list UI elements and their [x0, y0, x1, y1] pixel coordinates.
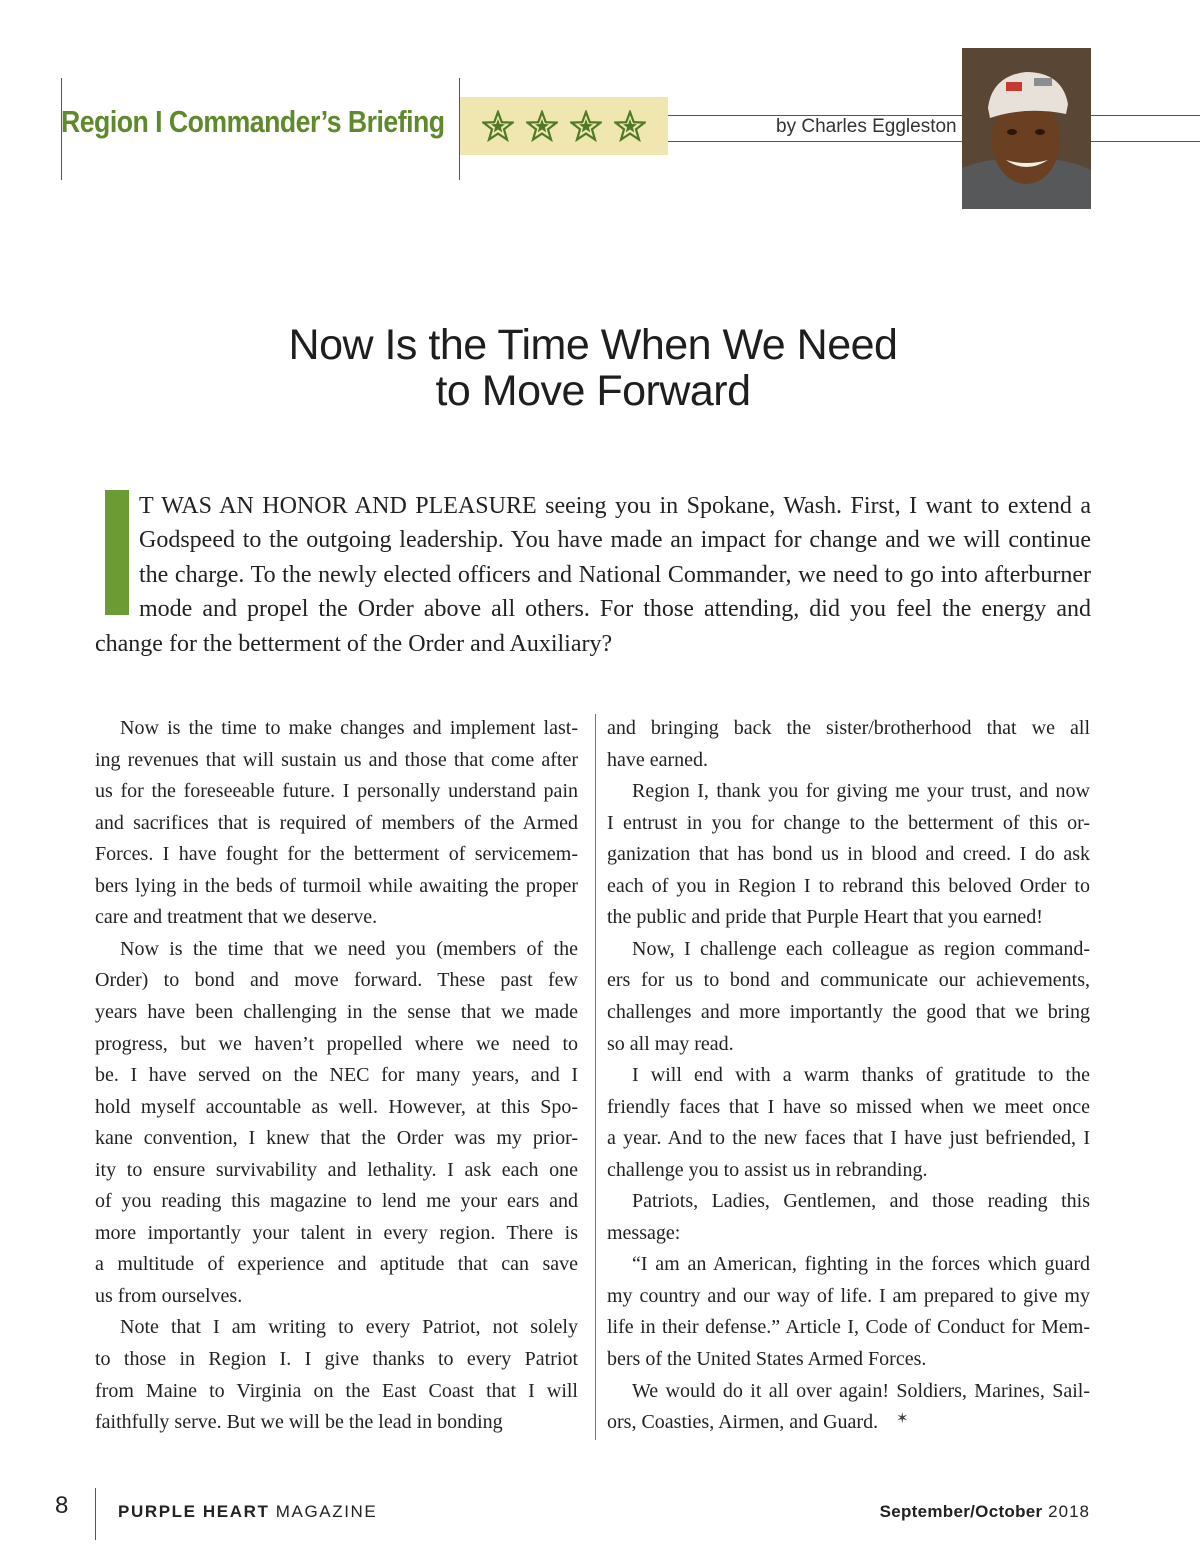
- body-text-line: life in their defense.” Article I, Code of Conduct for Mem-: [607, 1316, 1090, 1339]
- page-number: 8: [55, 1492, 69, 1519]
- body-text-line: be. I have served on the NEC for many years, and I: [95, 1064, 578, 1087]
- body-text-line: We would do it all over again! Soldiers, Marines, Sail-: [632, 1379, 1090, 1402]
- body-text-line: progress, but we haven’t propelled where we need to: [95, 1032, 578, 1055]
- body-text-line: a multitude of experience and aptitude that can save: [95, 1253, 578, 1276]
- body-text-line: Now is the time that we need you (members of the: [120, 937, 578, 960]
- headline-line-2: to Move Forward: [435, 367, 751, 415]
- issue-month: September/October: [879, 1502, 1043, 1521]
- body-text-line: Region I, thank you for giving me your trust, and now: [632, 780, 1090, 803]
- body-text-line: Forces. I have fought for the betterment of servicemem-: [95, 843, 578, 866]
- body-text-line: us for the foreseeable future. I personally understand pain: [95, 780, 578, 803]
- body-text-line: kane convention, I knew that the Order was my prior-: [95, 1127, 578, 1150]
- body-text-line: the public and pride that Purple Heart that you earned!: [607, 906, 1043, 929]
- star-icon: [526, 110, 558, 142]
- body-text-line: ors, Coasties, Airmen, and Guard.: [607, 1411, 879, 1434]
- body-text-line: Patriots, Ladies, Gentlemen, and those reading this: [632, 1190, 1090, 1213]
- body-text-line: years have been challenging in the sense that we made: [95, 1000, 578, 1023]
- byline: by Charles Eggleston: [776, 116, 957, 137]
- body-text-line: of you reading this magazine to lend me your ears and: [95, 1190, 578, 1213]
- article-headline: [150, 322, 1036, 414]
- magazine-name: [118, 1502, 377, 1522]
- body-text-line: each of you in Region I to rebrand this beloved Order to: [607, 874, 1090, 897]
- body-text-line: challenge you to assist us in rebranding.: [607, 1158, 928, 1181]
- body-text-line: friendly faces that I have so missed when we meet once: [607, 1095, 1090, 1118]
- body-text-line: care and treatment that we deserve.: [95, 906, 378, 929]
- drop-cap-bar: [105, 490, 129, 615]
- header-line-right: [1091, 115, 1200, 116]
- body-text-line: “I am an American, fighting in the forces which guard: [632, 1253, 1090, 1276]
- body-text-line: us from ourselves.: [95, 1284, 243, 1307]
- body-text-line: ing revenues that will sustain us and those that come after: [95, 748, 578, 771]
- header-line-right-bottom: [1091, 141, 1200, 142]
- body-text-line: ers for us to bond and communicate our achievements,: [607, 969, 1090, 992]
- body-text-line: ganization that has bond us in blood and creed. I do ask: [607, 843, 1090, 866]
- body-text-line: a year. And to the new faces that I have just befriended, I: [607, 1127, 1090, 1150]
- body-text-line: bers of the United States Armed Forces.: [607, 1348, 927, 1370]
- intro-line: the charge. To the newly elected officers and National Commander, we need to go into afterburner: [139, 562, 1091, 588]
- body-text-line: so all may read.: [607, 1032, 734, 1055]
- body-text-line: message:: [607, 1221, 681, 1244]
- issue-date: [880, 1502, 1090, 1522]
- body-text-line: hold myself accountable as well. However, at this Spo-: [95, 1095, 578, 1118]
- body-text-line: have earned.: [607, 748, 709, 771]
- body-text-line: Now is the time to make changes and implement last-: [120, 717, 578, 739]
- body-text-line: more importantly your talent in every region. There is: [95, 1221, 578, 1244]
- intro-line: change for the betterment of the Order and Auxiliary?: [95, 631, 613, 657]
- body-text-line: faithfully serve. But we will be the lead in bonding: [95, 1411, 503, 1434]
- body-text-line: from Maine to Virginia on the East Coast that I will: [95, 1379, 578, 1402]
- star-icon: [570, 110, 602, 142]
- footer-rule: [95, 1488, 96, 1540]
- headline-line-1: Now Is the Time When We Need: [288, 321, 898, 369]
- intro-line: mode and propel the Order above all others. For those attending, did you feel the energy and: [139, 596, 1091, 622]
- body-text-line: Order) to bond and move forward. These past few: [95, 969, 578, 992]
- magazine-name-bold: PURPLE HEART: [118, 1502, 270, 1521]
- author-portrait-icon: [962, 48, 1091, 209]
- author-photo: [962, 48, 1091, 209]
- intro-line: Godspeed to the outgoing leadership. You have made an impact for change and we will continue: [139, 527, 1091, 553]
- column-divider: [595, 714, 596, 1440]
- intro-line: T WAS AN HONOR AND PLEASURE seeing you in Spokane, Wash. First, I want to extend a: [139, 493, 1091, 519]
- body-text-line: my country and our way of life. I am prepared to give my: [607, 1284, 1090, 1307]
- star-box: [460, 97, 668, 155]
- body-text-line: I will end with a warm thanks of gratitude to the: [632, 1064, 1090, 1087]
- star-icon: [614, 110, 646, 142]
- body-text-line: I entrust in you for change to the betterment of this or-: [607, 811, 1090, 834]
- body-text-line: challenges and more importantly the good that we bring: [607, 1000, 1090, 1023]
- body-text-line: Now, I challenge each colleague as region command-: [632, 937, 1090, 960]
- body-text-line: and bringing back the sister/brotherhood that we all: [607, 717, 1090, 739]
- body-text-line: Note that I am writing to every Patriot, not solely: [120, 1316, 578, 1339]
- body-text-line: ity to ensure survivability and lethality. I ask each one: [95, 1158, 578, 1181]
- end-mark-icon: ✶: [896, 1411, 909, 1427]
- magazine-name-rest: MAGAZINE: [269, 1502, 378, 1521]
- issue-year: 2018: [1042, 1502, 1090, 1521]
- body-text-line: to those in Region I. I give thanks to every Patriot: [95, 1348, 578, 1370]
- star-icon: [482, 110, 514, 142]
- body-text-line: and sacrifices that is required of members of the Armed: [95, 811, 578, 834]
- header-line-bottom: [668, 141, 962, 142]
- section-title: Region I Commander’s Briefing: [61, 104, 445, 139]
- body-text-line: bers lying in the beds of turmoil while awaiting the proper: [95, 874, 578, 897]
